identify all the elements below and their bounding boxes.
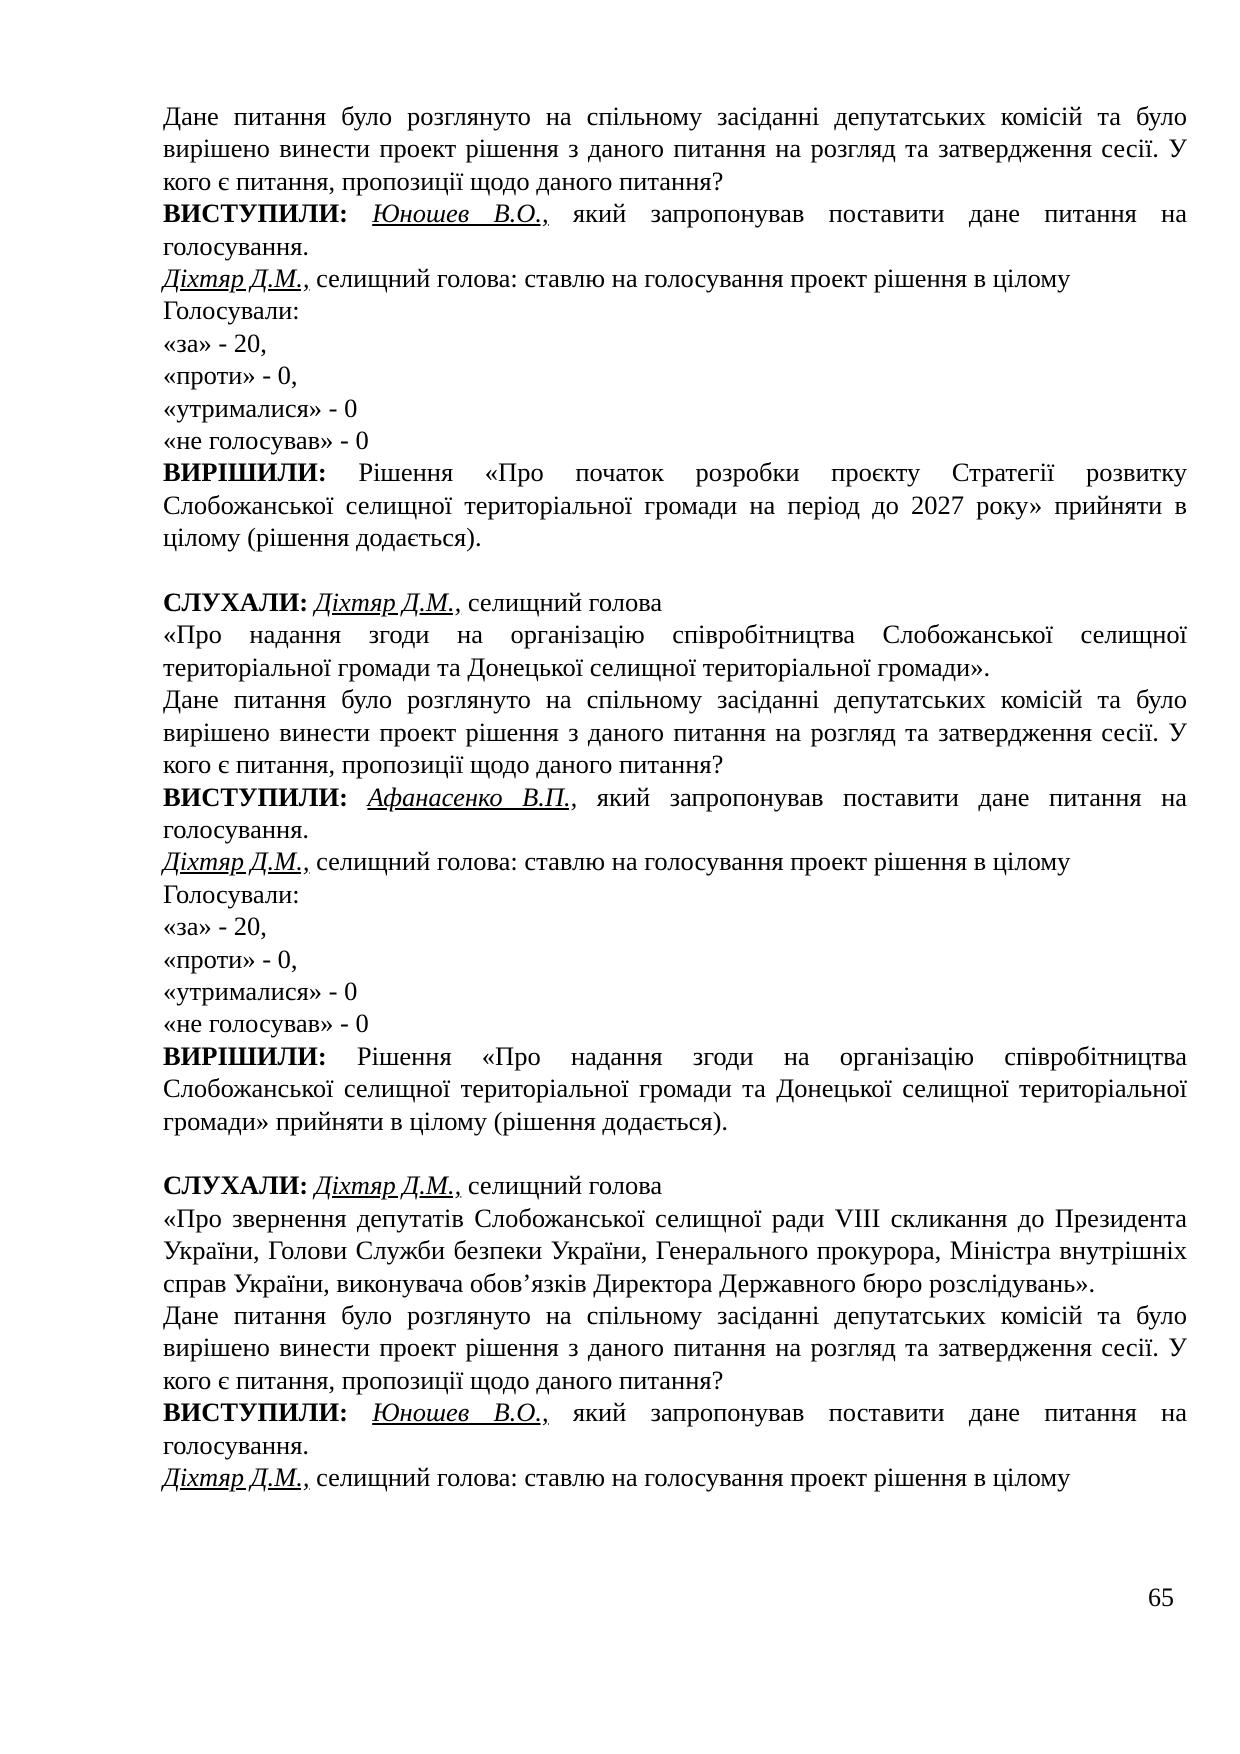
s3-head-name: Діхтяр Д.М., [163, 1462, 310, 1493]
s1-intro-paragraph: Дане питання було розглянуто на спільному засіданні депутатських комісій та було вирішено винести проект рішення з даного питання на розгляд та затвердження сесії. У кого є питання, пропозиції щодо даного питання? [163, 101, 1187, 196]
s1-vote-abstain: «утрималися» - 0 [163, 392, 358, 423]
s2-votes-title: Голосували: [163, 878, 300, 909]
s2-decision-paragraph [163, 1040, 1187, 1137]
s2-head-paragraph [163, 845, 1187, 877]
s2-decision-text: Рішення «Про надання згоди на організацію співробітництва Слобожанської селищної територіальної громади та Донецької селищної територіальної громади» прийняти в цілому (рішення додається). [163, 1040, 1187, 1136]
s1-speakers-paragraph [163, 197, 1187, 262]
s2-vote-against: «проти» - 0, [163, 943, 298, 974]
s1-decision-paragraph [163, 456, 1187, 553]
s1-head-paragraph [163, 262, 1187, 294]
page-number: 65 [1148, 1583, 1174, 1612]
s1-decision-label: ВИРІШИЛИ: [163, 457, 327, 488]
s3-heard-paragraph [163, 1169, 1187, 1201]
s2-heard-name: Діхтяр Д.М., [314, 587, 462, 618]
s3-head-text: селищний голова: ставлю на голосування проект рішення в цілому [309, 1462, 1071, 1493]
s1-speakers-label: ВИСТУПИЛИ: [163, 198, 348, 229]
section-spacer [163, 1137, 1187, 1169]
s2-vote-for: «за» - 20, [163, 911, 267, 942]
s2-speaker-text: який запропонував поставити дане питання на голосування. [163, 781, 1188, 844]
s3-speaker-name: Юношев В.О., [372, 1397, 549, 1428]
section-spacer [163, 554, 1187, 586]
s1-votes-title: Голосували: [163, 295, 300, 326]
s3-heard-role: селищний голова [461, 1170, 663, 1201]
s3-intro-paragraph: Дане питання було розглянуто на спільному засіданні депутатських комісій та було вирішено винести проект рішення з даного питання на розгляд та затвердження сесії. У кого є питання, пропозиції щодо даного питання? [163, 1300, 1187, 1395]
s2-vote-none: «не голосував» - 0 [163, 1008, 369, 1039]
s2-speaker-name: Афанасенко В.П., [367, 781, 578, 812]
s1-vote-for: «за» - 20, [163, 327, 267, 358]
s2-topic-paragraph: «Про надання згоди на організацію співробітництва Слобожанської селищної територіальної громади та Донецької селищної територіальної громади». [163, 619, 1187, 682]
s2-speakers-label: ВИСТУПИЛИ: [163, 781, 348, 812]
s3-speakers-paragraph [163, 1396, 1187, 1461]
s2-heard-role: селищний голова [461, 587, 663, 618]
s3-speakers-label: ВИСТУПИЛИ: [163, 1397, 348, 1428]
s3-heard-label: СЛУХАЛИ: [163, 1170, 309, 1201]
s1-vote-none: «не голосував» - 0 [163, 425, 369, 456]
s3-topic-paragraph: «Про звернення депутатів Слобожанської селищної ради VIII скликання до Президента України, Голови Служби безпеки України, Генерального прокурора, Міністра внутрішніх справ України, виконувача обов’язків Директора Державного бюро розслідувань». [163, 1202, 1187, 1298]
document-page [163, 100, 1187, 1493]
s1-head-text: селищний голова: ставлю на голосування проект рішення в цілому [309, 263, 1071, 294]
s1-speaker-text: який запропонував поставити дане питання на голосування. [163, 198, 1187, 261]
s3-heard-name: Діхтяр Д.М., [314, 1170, 462, 1201]
s2-intro-paragraph: Дане питання було розглянуто на спільному засіданні депутатських комісій та було вирішено винести проект рішення з даного питання на розгляд та затвердження сесії. У кого є питання, пропозиції щодо даного питання? [163, 684, 1187, 780]
s2-speakers-paragraph [163, 781, 1187, 846]
s2-heard-paragraph [163, 586, 1187, 618]
s1-decision-text: Рішення «Про початок розробки проєкту Стратегії розвитку Слобожанської селищної територіальної громади на період до 2027 року» прийняти в цілому (рішення додається). [163, 457, 1187, 553]
s2-decision-label: ВИРІШИЛИ: [163, 1040, 327, 1071]
s1-head-name: Діхтяр Д.М., [163, 263, 310, 294]
s1-vote-against: «проти» - 0, [163, 360, 298, 391]
s1-speaker-name: Юношев В.О., [372, 198, 549, 229]
s2-head-text: селищний голова: ставлю на голосування проект рішення в цілому [309, 846, 1071, 877]
s2-heard-label: СЛУХАЛИ: [163, 587, 309, 618]
s3-speaker-text: який запропонував поставити дане питання на голосування. [163, 1397, 1187, 1460]
s2-head-name: Діхтяр Д.М., [163, 846, 310, 877]
s2-vote-abstain: «утрималися» - 0 [163, 975, 358, 1006]
s3-head-paragraph [163, 1461, 1187, 1493]
